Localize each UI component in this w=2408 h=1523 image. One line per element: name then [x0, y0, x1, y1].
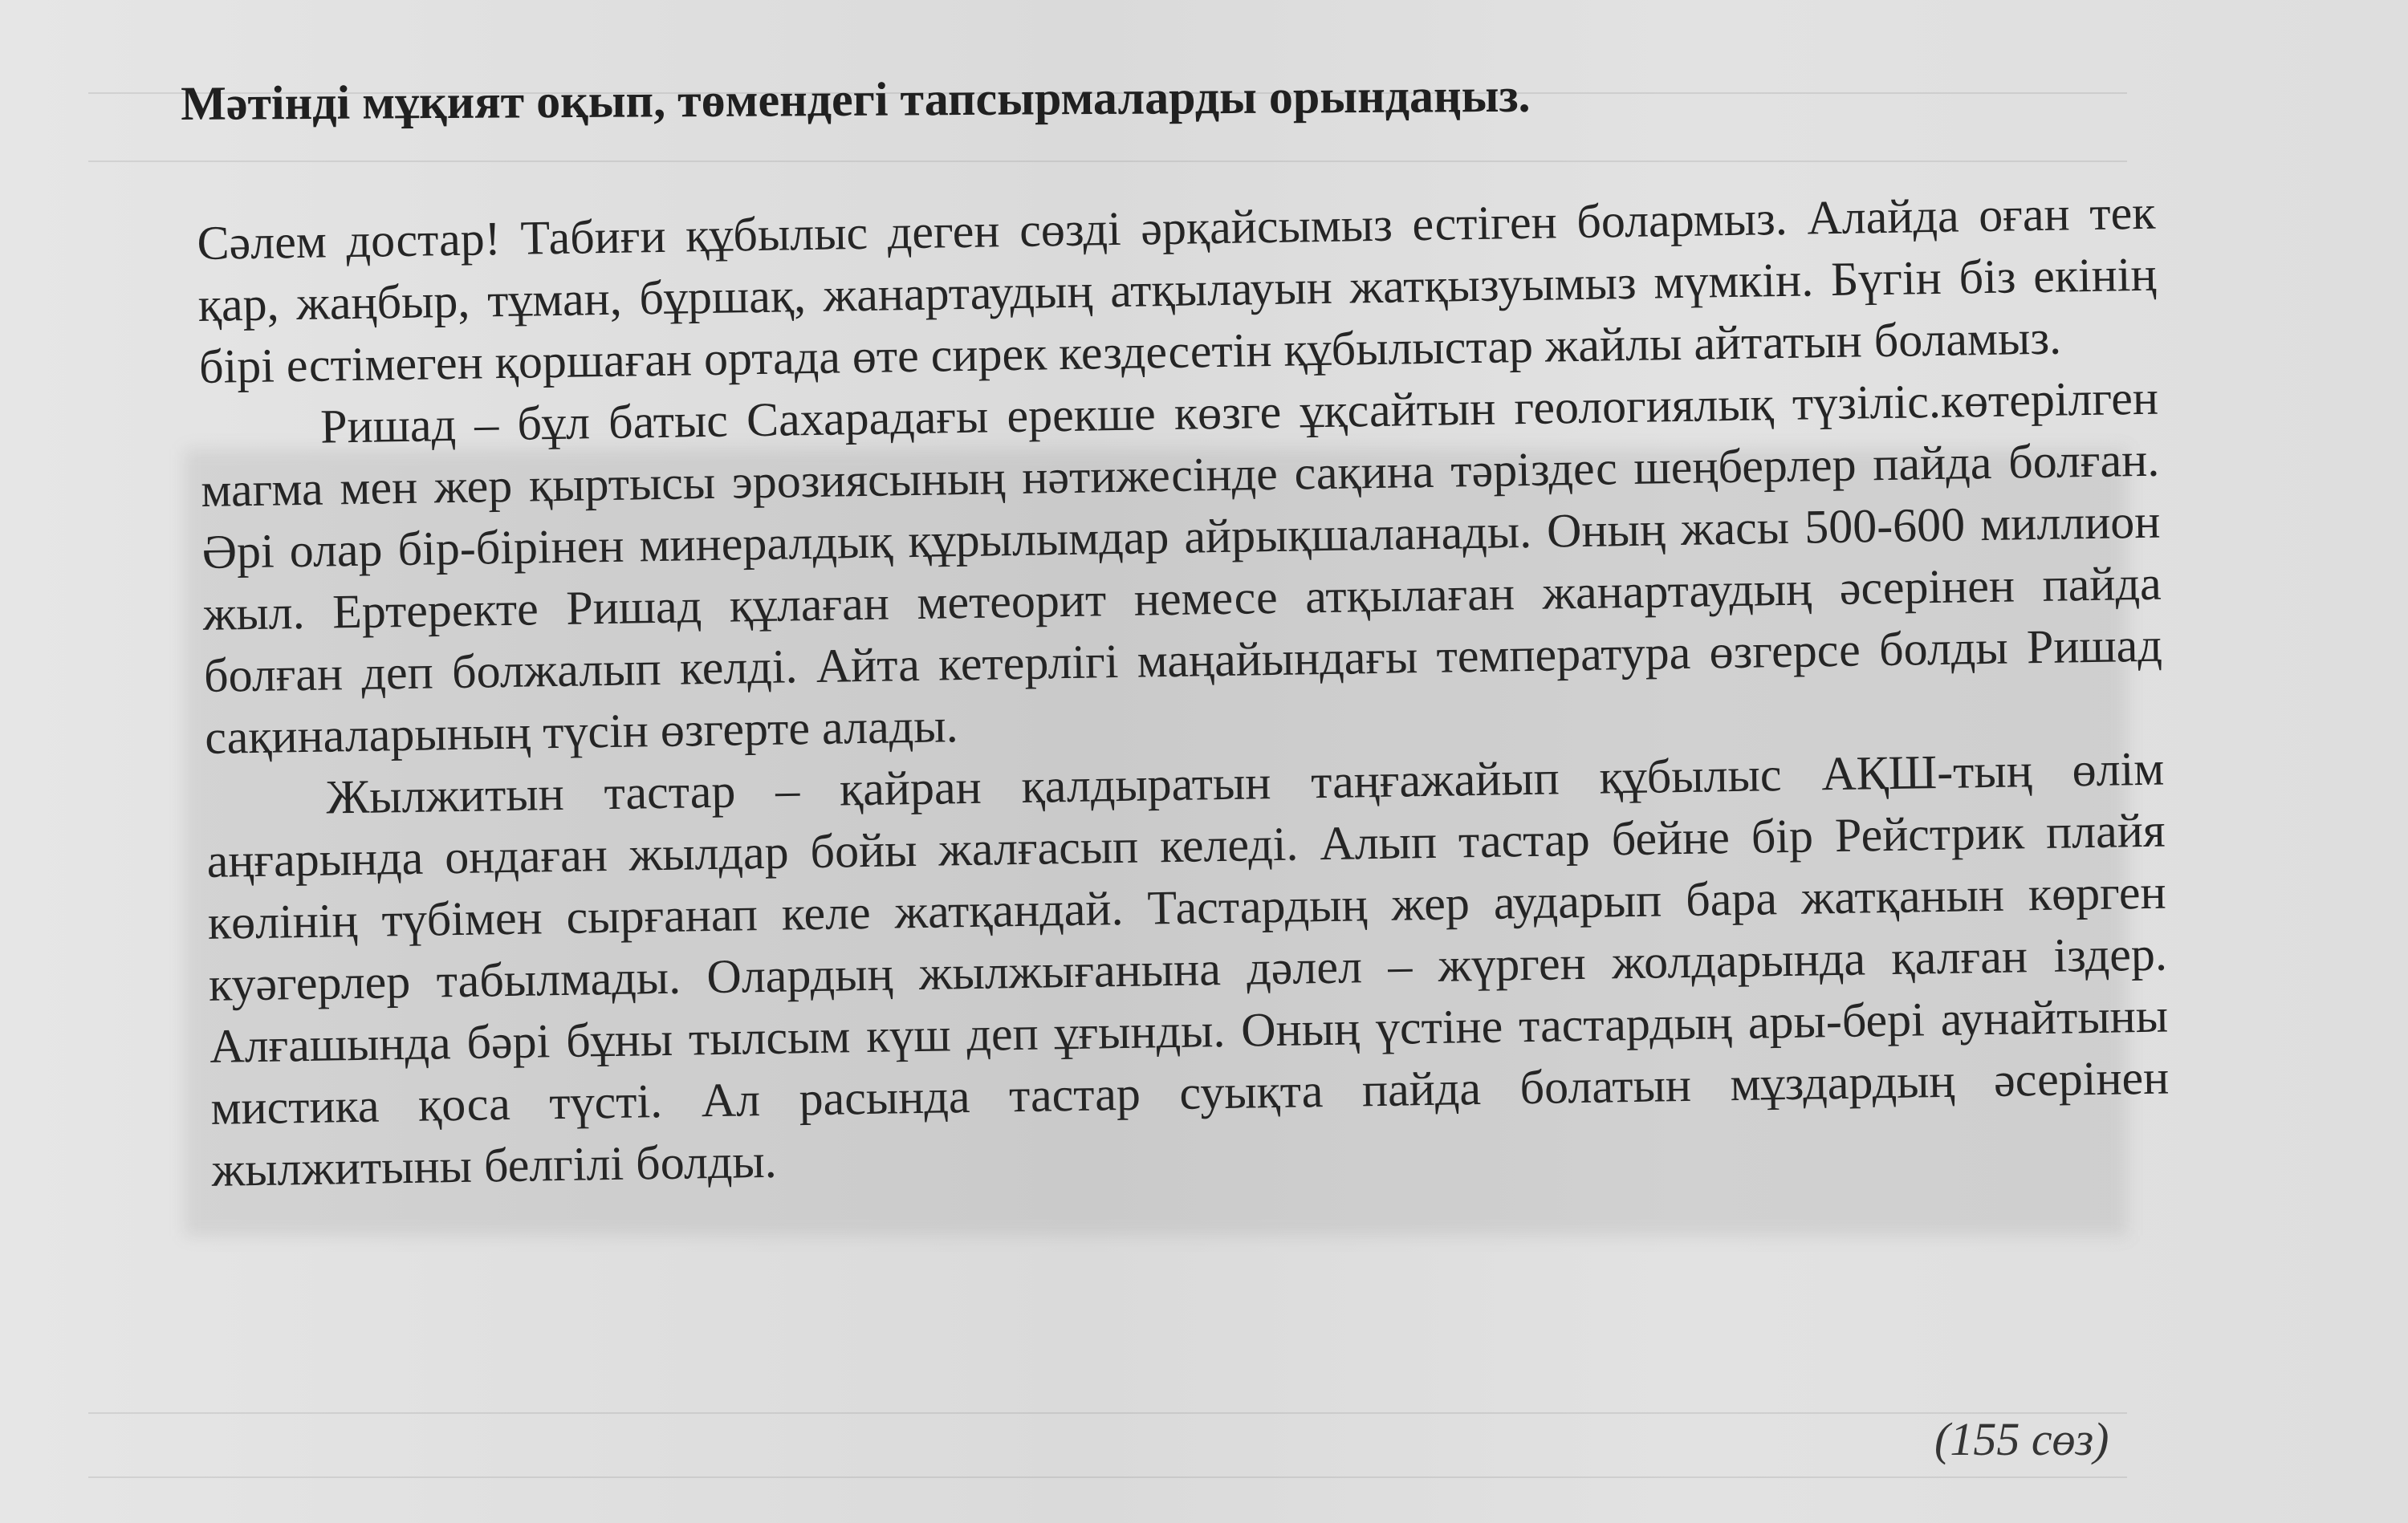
page-rule [88, 1476, 2127, 1478]
task-title: Мәтінді мұқият оқып, төмендегі тапсырмаларды орындаңыз. [181, 68, 1531, 130]
paragraph-rishad: Ришад – бұл батыс Сахарадағы ерекше көзге ұқсайтын геологиялық түзіліс.көтерілген магма мен жер қыртысы эрозиясының нәтижесінде сақина тәріздес шеңберлер пайда болған. Әрі олар бір-бірінен минералдық құрылымдар айрықшаланады. Оның жасы 500-600 миллион жыл. Ертеректе Ришад құлаған метеорит немесе атқылаған жанартаудың әсерінен пайда болған деп болжалып келді. Айта кетерлігі маңайындағы температура өзгерсе болды Ришад сақиналарының түсін өзгерте алады. [200, 371, 2163, 764]
page-rule [88, 160, 2127, 162]
paragraph-moving-stones: Жылжитын тастар – қайран қалдыратын таңғажайып құбылыс АҚШ-тың өлім аңғарында ондаған жылдар бойы жалғасып келеді. Алып тастар бейне бір Рейстрик плайя көлінің түбімен сырғанап келе жатқандай. Тастардың жер аударып бара жатқанын көрген куәгерлер табылмады. Олардың жылжығанына дәлел – жүрген жолдарында қалған іздер. Алғашында бәрі бұны тылсым күш деп ұғынды. Оның үстіне тастардың ары-бері аунайтыны мистика қоса түсті. Ал расында тастар суықта пайда болатын мұздардың әсерінен жылжитыны белгілі болды. [206, 741, 2170, 1196]
reading-text [197, 182, 2170, 1201]
paragraph-intro: Сәлем достар! Табиғи құбылыс деген сөзді әрқайсымыз естіген болармыз. Алайда оған тек қар, жаңбыр, тұман, бұршақ, жанартаудың атқылауын жатқызуымыз мүмкін. Бүгін біз екінің бірі естімеген қоршаған ортада өте сирек кездесетін құбылыстар жайлы айтатын боламыз. [197, 185, 2158, 393]
page-rule [88, 1412, 2127, 1414]
word-count: (155 сөз) [1934, 1413, 2109, 1465]
